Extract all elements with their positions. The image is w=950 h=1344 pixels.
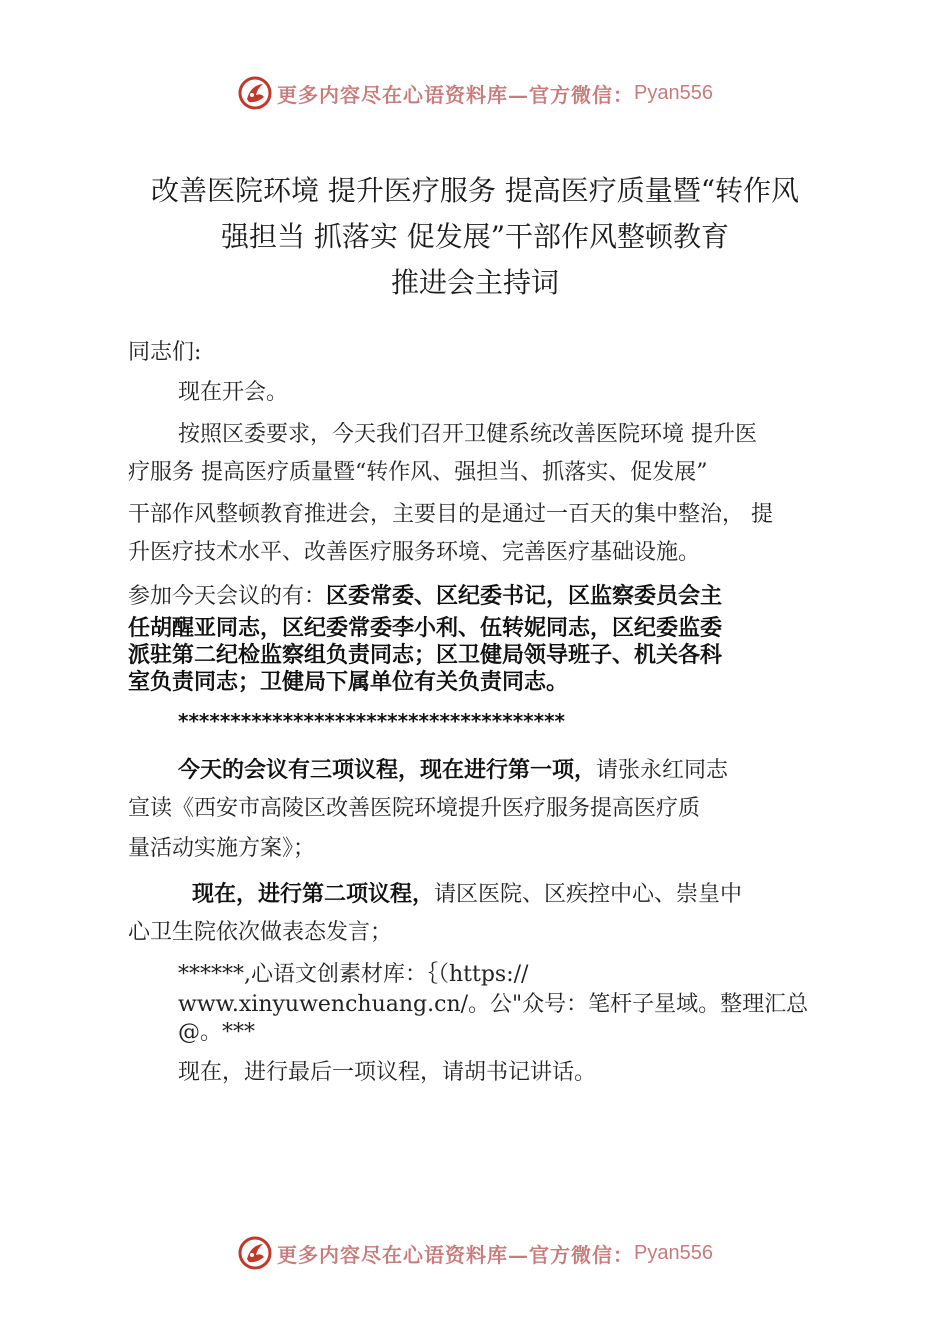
attendees-bold-1: 区委常委、区纪委书记，区监察委员会主 (326, 584, 723, 609)
attendees-line-4: 室负责同志；卫健局下属单位有关负责同志。 (128, 670, 569, 695)
closing-line: 现在，进行最后一项议程，请胡书记讲话。 (178, 1060, 597, 1085)
document-title (0, 168, 950, 306)
paragraph-1-line-1: 按照区委要求，今天我们召开卫健系统改善医院环境 提升医 (178, 422, 757, 447)
paragraph-1-line-3: 干部作风整顿教育推进会，主要目的是通过一百天的集中整治， 提 (128, 502, 773, 527)
footer-banner (0, 1230, 950, 1276)
agenda-item-2-bold: 现在，进行第二项议程， (192, 882, 435, 907)
attendees-line-1 (128, 582, 722, 612)
ad-line-2: www.xinyuwenchuang.cn/。公"众号：笔杆子星域。整理汇总 (178, 992, 809, 1017)
opening-line: 现在开会。 (178, 380, 289, 405)
banner-wechat-id: Pyan556 (634, 81, 713, 104)
attendees-line-2: 任胡醒亚同志，区纪委常委李小利、伍转妮同志，区纪委监委 (128, 616, 723, 641)
attendees-prefix: 参加今天会议的有： (128, 584, 327, 609)
greeting: 同志们: (128, 340, 202, 365)
separator-stars: ************************************* (178, 709, 565, 733)
paragraph-1-line-4: 升医疗技术水平、改善医疗服务环境、完善医疗基础设施。 (128, 540, 701, 565)
title-line-1: 改善医院环境 提升医疗服务 提高医疗质量暨“转作风 (150, 174, 800, 207)
ad-line-1: ******,心语文创素材库：｛（https:// (178, 962, 529, 987)
footer-banner-text: 更多内容尽在心语资料库—官方微信： (277, 1242, 635, 1267)
agenda-item-1-bold: 今天的会议有三项议程，现在进行第一项， (178, 758, 597, 783)
agenda-item-1-line-2: 宣读《西安市高陵区改善医院环境提升医疗服务提高医疗质 (128, 796, 701, 821)
agenda-item-2-line-2: 心卫生院依次做表态发言； (128, 920, 393, 945)
agenda-item-1-text: 请张永红同志 (596, 758, 729, 783)
agenda-item-2-line-1 (192, 880, 742, 910)
footer-banner-wechat-id: Pyan556 (634, 1241, 713, 1264)
brand-logo-icon (237, 75, 273, 111)
title-line-2: 强担当 抓落实 促发展”干部作风整顿教育 (220, 220, 730, 253)
ad-line-3: @。*** (178, 1020, 256, 1045)
header-banner (0, 70, 950, 116)
brand-logo-icon (237, 1235, 273, 1271)
agenda-item-1-line-1 (178, 756, 728, 786)
agenda-item-2-text: 请区医院、区疾控中心、崇皇中 (434, 882, 743, 907)
agenda-item-1-line-3: 量活动实施方案》； (128, 836, 316, 861)
paragraph-1-line-2: 疗服务 提高医疗质量暨“转作风、强担当、抓落实、促发展” (128, 460, 708, 485)
attendees-line-3: 派驻第二纪检监察组负责同志；区卫健局领导班子、机关各科 (128, 643, 723, 668)
title-line-3: 推进会主持词 (390, 266, 559, 299)
banner-text: 更多内容尽在心语资料库—官方微信： (277, 82, 635, 107)
